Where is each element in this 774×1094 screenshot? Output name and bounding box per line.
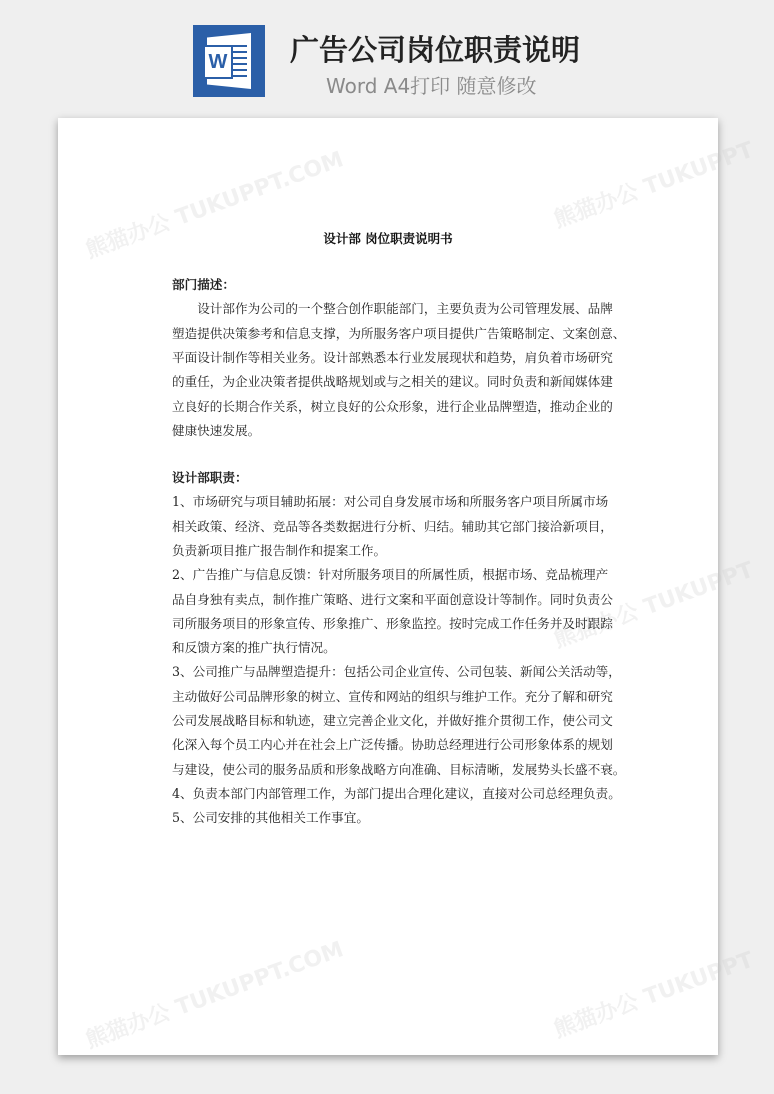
duty-line: 负责新项目推广报告制作和提案工作。 <box>172 542 387 558</box>
duty-line: 4、负责本部门内部管理工作，为部门提出合理化建议，直接对公司总经理负责。 <box>172 785 621 801</box>
paragraph-line: 设计部作为公司的一个整合创作职能部门，主要负责为公司管理发展、品牌 <box>172 301 613 317</box>
duty-line: 司所服务项目的形象宣传、形象推广、形象监控。按时完成工作任务并及时跟踪 <box>172 615 613 631</box>
watermark: 熊猫办公 TUKUPPT.COM <box>82 937 347 1054</box>
paragraph-line: 健康快速发展。 <box>172 422 261 438</box>
duty-line: 品自身独有卖点，制作推广策略、进行文案和平面创意设计等制作。同时负责公 <box>172 591 613 607</box>
header-title: 广告公司岗位职责说明 <box>290 33 581 67</box>
text-lines-icon <box>233 45 247 81</box>
watermark: 熊猫办公 TUKUPPT <box>550 557 757 654</box>
duty-line: 3、公司推广与品牌塑造提升：包括公司企业宣传、公司包装、新闻公关活动等， <box>172 664 621 680</box>
paragraph-line: 的重任，为企业决策者提供战略规划或与之相关的建议。同时负责和新闻媒体建 <box>172 374 613 390</box>
section-heading: 设计部职责： <box>172 470 248 485</box>
document-page <box>58 118 757 1055</box>
duty-line: 化深入每个员工内心并在社会上广泛传播。协助总经理进行公司形象体系的规划 <box>172 737 613 753</box>
watermark: 熊猫办公 TUKUPPT <box>550 137 757 234</box>
word-doc-icon <box>193 25 265 97</box>
paragraph-line: 塑造提供决策参考和信息支撑，为所服务客户项目提供广告策略制定、文案创意、 <box>172 325 626 341</box>
section-heading: 部门描述： <box>172 277 235 292</box>
duty-line: 1、市场研究与项目辅助拓展：对公司自身发展市场和所服务客户项目所属市场 <box>172 494 609 510</box>
duty-line: 主动做好公司品牌形象的树立、宣传和网站的组织与维护工作。充分了解和研究 <box>172 688 613 704</box>
document-title: 设计部 岗位职责说明书 <box>323 231 453 246</box>
duty-line: 2、广告推广与信息反馈：针对所服务项目的所属性质，根据市场、竞品梳理产 <box>172 567 609 583</box>
duty-line: 和反馈方案的推广执行情况。 <box>172 640 336 656</box>
duty-line: 5、公司安排的其他相关工作事宜。 <box>172 810 369 826</box>
duty-line: 相关政策、经济、竞品等各类数据进行分析、归结。辅助其它部门接洽新项目， <box>172 518 613 534</box>
paragraph-line: 立良好的长期合作关系，树立良好的公众形象，进行企业品牌塑造，推动企业的 <box>172 398 613 414</box>
word-letter: W <box>203 45 233 79</box>
duty-line: 与建设，使公司的服务品质和形象战略方向准确、目标清晰，发展势头长盛不衰。 <box>172 761 626 777</box>
watermark: 熊猫办公 TUKUPPT.COM <box>82 147 347 264</box>
watermark: 熊猫办公 TUKUPPT <box>550 947 757 1044</box>
header-subtitle: Word A4打印 随意修改 <box>326 74 537 98</box>
paragraph-line: 平面设计制作等相关业务。设计部熟悉本行业发展现状和趋势，肩负着市场研究 <box>172 349 613 365</box>
duty-line: 公司发展战略目标和轨迹，建立完善企业文化，并做好推介贯彻工作，使公司文 <box>172 713 613 728</box>
